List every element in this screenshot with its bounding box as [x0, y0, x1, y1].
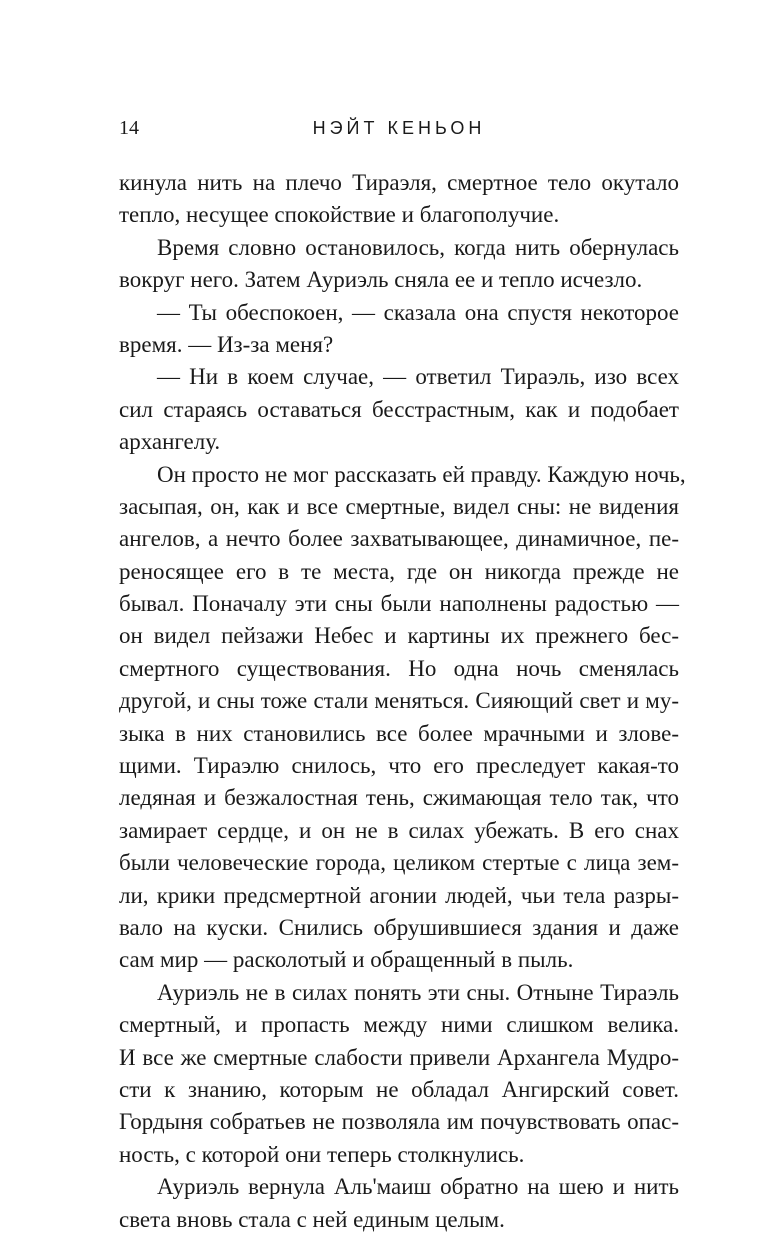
text-line: вокруг него. Затем Ауриэль сняла ее и тепло исчезло.: [119, 267, 643, 293]
text-line: Гордыня собратьев не позволяла им почувствовать опас-: [119, 1109, 679, 1135]
text-line: другой, и сны тоже стали меняться. Сияющий свет и му-: [119, 688, 679, 714]
text-line: он видел пейзажи Небес и картины их прежнего бес-: [119, 623, 679, 649]
paragraph: [119, 459, 686, 977]
text-line: вало на куски. Снились обрушившиеся здания и даже: [119, 914, 679, 940]
text-line: ангелов, а нечто более захватывающее, динамичное, пе-: [119, 526, 679, 552]
text-line: засыпая, он, как и все смертные, видел сны: не видения: [119, 493, 679, 519]
paragraph: [119, 977, 679, 1171]
text-line: И все же смертные слабости привели Архангела Мудро-: [119, 1044, 679, 1070]
text-line: смертный, и пропасть между ними слишком велика.: [119, 1012, 679, 1038]
text-line: были человеческие города, целиком стертые с лица зем-: [119, 850, 679, 876]
text-line: сти к знанию, которым не обладал Ангирский совет.: [119, 1076, 679, 1102]
text-line: сил стараясь оставаться бесстрастным, как и подобает: [119, 396, 679, 422]
text-line: щими. Тираэлю снилось, что его преследует какая-то: [119, 753, 679, 779]
text-line: Ауриэль не в силах понять эти сны. Отныне Тираэль: [157, 979, 679, 1005]
text-line: ледяная и безжалостная тень, сжимающая тело так, что: [119, 785, 679, 811]
text-line: замирает сердце, и он не в силах убежать. В его снах: [119, 817, 679, 843]
paragraph: [119, 297, 679, 362]
text-line: кинула нить на плечо Тираэля, смертное тело окутало: [119, 170, 679, 195]
body-text: [119, 167, 686, 1236]
paragraph: [119, 167, 679, 232]
text-line: ность, с которой они теперь столкнулись.: [119, 1141, 525, 1167]
page-number: 14: [119, 117, 139, 139]
running-head-author: НЭЙТ КЕНЬОН: [312, 118, 486, 138]
text-line: сам мир — расколотый и обращенный в пыль.: [119, 947, 574, 973]
text-line: Он просто не мог рассказать ей правду. Каждую ночь,: [157, 461, 686, 487]
paragraph: [119, 361, 679, 458]
text-line: — Ты обеспокоен, — сказала она спустя некоторое: [157, 299, 679, 325]
text-line: света вновь стала с ней единым целым.: [119, 1206, 505, 1232]
text-line: реносящее его в те места, где он никогда прежде не: [119, 558, 679, 584]
text-line: архангелу.: [119, 429, 221, 455]
text-line: Время словно остановилось, когда нить обернулась: [157, 234, 679, 260]
text-line: зыка в них становились все более мрачными и злове-: [119, 720, 679, 746]
paragraph: [119, 1171, 679, 1236]
text-line: бывал. Поначалу эти сны были наполнены радостью —: [119, 591, 679, 617]
text-line: смертного существования. Но одна ночь сменялась: [119, 655, 679, 681]
page-header: [119, 113, 679, 143]
text-line: тепло, несущее спокойствие и благополучие.: [119, 202, 560, 228]
text-line: — Ни в коем случае, — ответил Тираэль, изо всех: [157, 364, 679, 390]
paragraph: [119, 232, 679, 297]
text-line: ли, крики предсмертной агонии людей, чьи тела разры-: [119, 882, 679, 908]
text-line: время. — Из-за меня?: [119, 331, 334, 357]
text-line: Ауриэль вернула Аль'маиш обратно на шею и нить: [157, 1174, 679, 1200]
